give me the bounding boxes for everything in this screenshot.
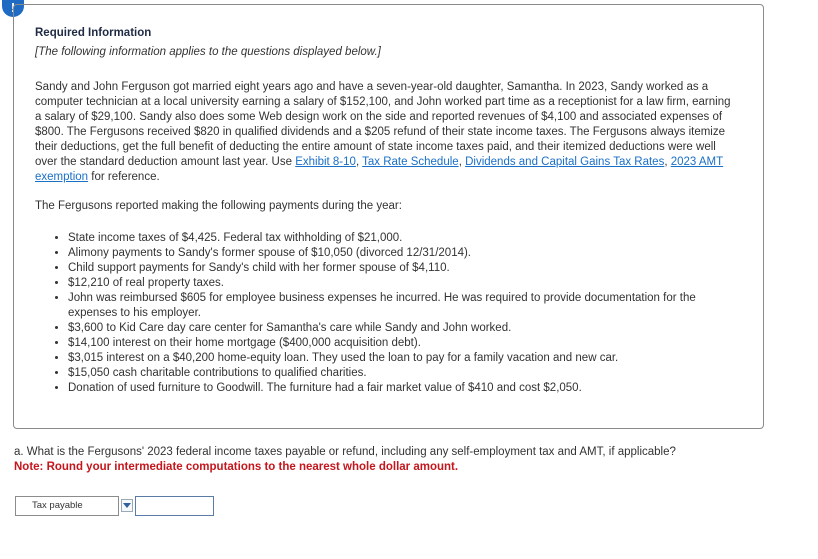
exhibit-8-10-link[interactable]: Exhibit 8-10 <box>295 156 356 168</box>
list-item: • Donation of used furniture to Goodwill. The furniture had a fair market value of $410 and cost $2,050. <box>68 381 748 396</box>
tax-payable-label: Tax payable <box>15 496 119 516</box>
list-item: • $15,050 cash charitable contributions to qualified charities. <box>68 366 748 381</box>
info-note: [The following information applies to the questions displayed below.] <box>35 46 381 58</box>
payments-intro: The Fergusons reported making the following payments during the year: <box>35 200 402 212</box>
chevron-down-icon <box>123 503 131 509</box>
list-item: • $3,600 to Kid Care day care center for Samantha's care while Sandy and John worked. <box>68 321 748 336</box>
dividends-capital-gains-link[interactable]: Dividends and Capital Gains Tax Rates <box>465 156 665 168</box>
payments-list <box>50 231 748 396</box>
list-item: • Alimony payments to Sandy's former spouse of $10,050 (divorced 12/31/2014). <box>68 246 748 261</box>
list-item: • $12,210 of real property taxes. <box>68 276 748 291</box>
list-item: • John was reimbursed $605 for employee business expenses he incurred. He was required to provide documentation for the expenses to his employer. <box>68 291 748 321</box>
list-item: • State income taxes of $4,425. Federal tax withholding of $21,000. <box>68 231 748 246</box>
question-note: Note: Round your intermediate computations to the nearest whole dollar amount. <box>14 461 459 473</box>
required-information-title: Required Information <box>35 27 152 39</box>
amt-exemption-link[interactable]: 2023 AMT exemption <box>35 156 724 183</box>
scenario-paragraph: Sandy and John Ferguson got married eight years ago and have a seven-year-old daughter, Samantha. In 2023, Sandy worked as a computer technician at a local university earning a salary of $152,100, and John worked part time as a receptionist for a law firm, earning a salary of $29,100. Sandy also does some Web design work on the side and reported revenues of $4,100 and associated expenses of $800. The Fergusons received $820 in qualified dividends and a $205 refund of their state income taxes. The Fergusons always itemize their deductions, get the full benefit of deducting the entire amount of state income taxes paid, and their itemized deductions were well over the standard deduction amount last year. Use Exhibit 8-10, Tax Rate Schedule, Dividends and Capital Gains Tax Rates, 2023 AMT exemption for reference. <box>35 81 731 183</box>
list-item: • $14,100 interest on their home mortgage ($400,000 acquisition debt). <box>68 336 748 351</box>
tax-payable-input[interactable] <box>135 496 214 516</box>
scenario-text: Sandy and John Ferguson got married eight years ago and have a seven-year-old daughter, Samantha. In 2023, Sandy worked as a computer technician at a local university earning a salary of $152,100, and John worked part time as a receptionist for a law firm, earning a salary of $29,100. Sandy also does some Web design work on the side and reported revenues of $4,100 and associated expenses of $800. The Fergusons received $820 in qualified dividends and a $205 refund of their state income taxes. The Fergusons always itemize their deductions, get the full benefit of deducting the entire amount of state income taxes paid, and their itemized deductions were well over the standard deduction amount last year. Use <box>35 81 731 168</box>
list-item: • $3,015 interest on a $40,200 home-equity loan. They used the loan to pay for a family vacation and new car. <box>68 351 748 366</box>
question-text: a. What is the Fergusons' 2023 federal income taxes payable or refund, including any self-employment tax and AMT, if applicable? <box>14 446 676 458</box>
alert-icon: ! <box>2 0 24 17</box>
tax-rate-schedule-link[interactable]: Tax Rate Schedule <box>362 156 459 168</box>
list-item: • Child support payments for Sandy's child with her former spouse of $4,110. <box>68 261 748 276</box>
question-block <box>14 445 794 475</box>
answer-dropdown[interactable] <box>121 499 133 512</box>
answer-row <box>15 496 215 516</box>
